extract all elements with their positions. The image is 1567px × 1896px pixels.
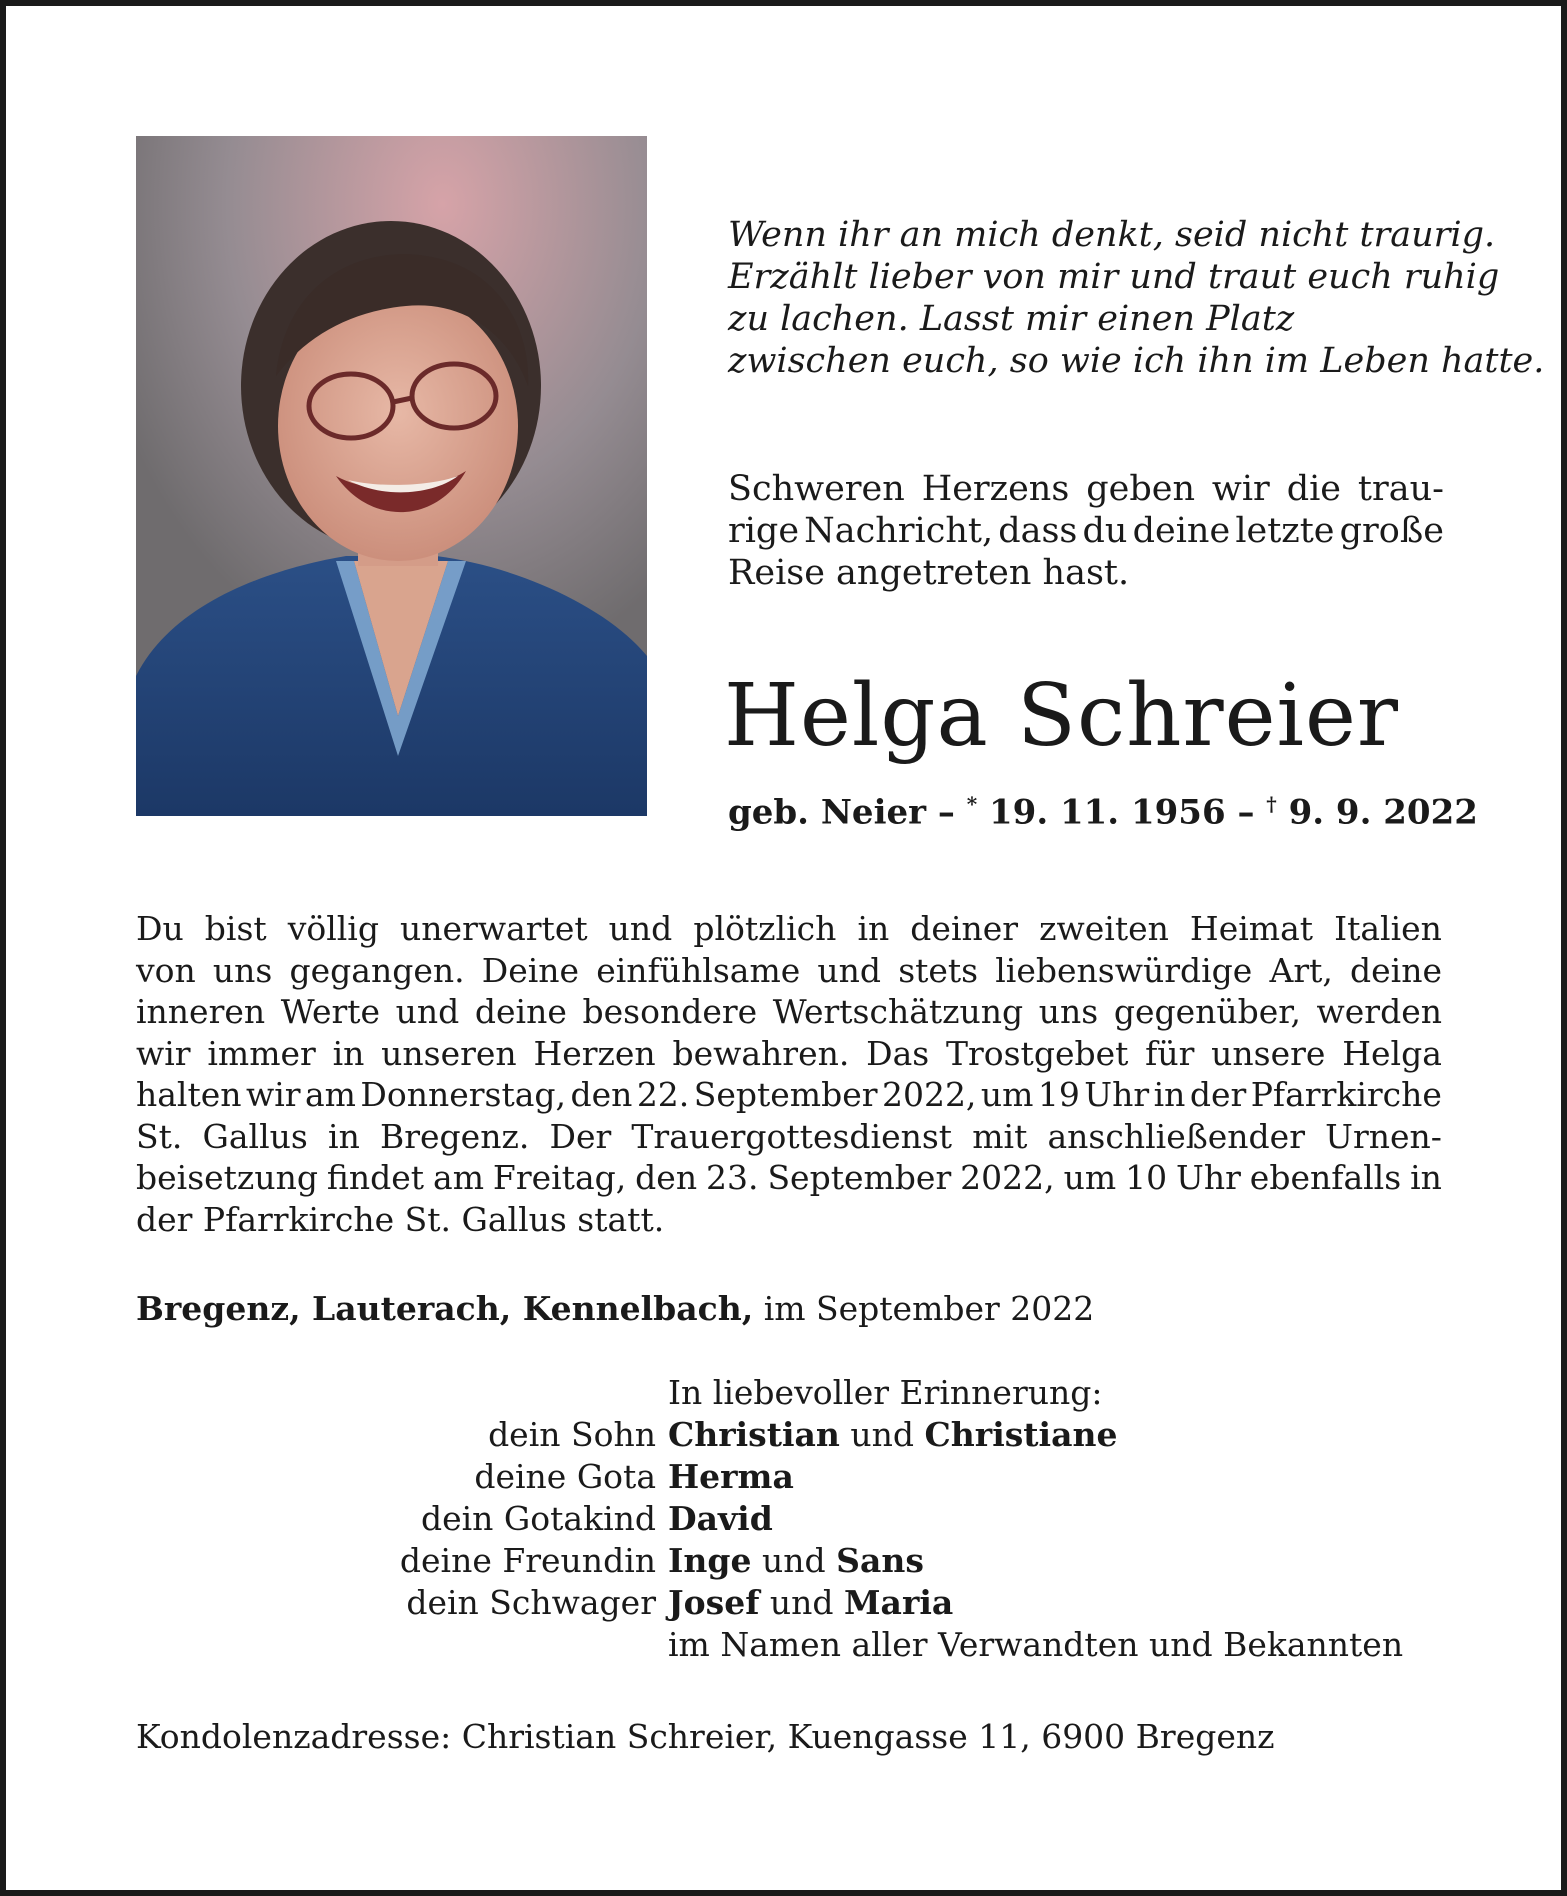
mourner-name: Maria	[844, 1583, 954, 1622]
mourner-row	[136, 1414, 1117, 1456]
notice-date: im September 2022	[753, 1289, 1095, 1328]
mourner-relation: dein Schwager	[406, 1583, 656, 1622]
mourners-list	[136, 1414, 1117, 1624]
mourner-joiner: und	[839, 1415, 925, 1454]
death-date: 9. 9. 2022	[1276, 792, 1478, 833]
condolence-address: Kondolenzadresse: Christian Schreier, Kuengasse 11, 6900 Bregenz	[136, 1717, 1275, 1756]
body-line: wir immer in unseren Herzen bewahren. Das Trostgebet für unsere Helga	[136, 1033, 1442, 1073]
body-line: halten wir am Donnerstag, den 22. September 2022, um 19 Uhr in der Pfarrkirche	[136, 1075, 1442, 1114]
intro-line: rige Nachricht, dass du deine letzte große	[728, 511, 1444, 551]
mourner-joiner: und	[759, 1583, 845, 1622]
mourner-row	[136, 1540, 1117, 1582]
mourner-relation: deine Freundin	[399, 1541, 656, 1580]
mourner-name: Sans	[836, 1541, 924, 1580]
birth-date: 19. 11. 1956 –	[977, 792, 1267, 833]
mourner-name: Christian	[668, 1415, 840, 1454]
birth-name: geb. Neier –	[728, 792, 967, 833]
portrait-illustration	[136, 136, 647, 816]
mourner-row	[136, 1582, 1117, 1624]
quote-line: zu lachen. Lasst mir einen Platz	[728, 299, 1295, 339]
body-line: St. Gallus in Bregenz. Der Trauergottesdienst mit anschließender Urnen-	[136, 1116, 1442, 1156]
intro-line: Reise angetreten hast.	[728, 553, 1130, 593]
mourner-joiner: und	[751, 1541, 837, 1580]
body-line: von uns gegangen. Deine einfühlsame und stets liebenswürdige Art, deine	[136, 950, 1442, 990]
closing-line: im Namen aller Verwandten und Bekannten	[668, 1625, 1404, 1664]
mourner-relation: dein Sohn	[488, 1415, 656, 1454]
mourner-name: Inge	[668, 1541, 752, 1580]
memorial-quote	[728, 214, 1545, 382]
announcement-intro	[728, 468, 1444, 594]
mourner-name: Herma	[668, 1457, 794, 1496]
body-line: beisetzung findet am Freitag, den 23. September 2022, um 10 Uhr ebenfalls in	[136, 1158, 1442, 1197]
quote-line: Erzählt lieber von mir und traut euch ruhig	[728, 257, 1500, 297]
mourner-name: Josef	[668, 1583, 760, 1622]
memory-heading: In liebevoller Erinnerung:	[668, 1373, 1103, 1412]
death-cross-icon: †	[1266, 792, 1277, 816]
mourner-row	[136, 1498, 1117, 1540]
mourner-name: David	[668, 1499, 773, 1538]
body-line: Du bist völlig unerwartet und plötzlich in deiner zweiten Heimat Italien	[136, 909, 1442, 948]
body-line: der Pfarrkirche St. Gallus statt.	[136, 1199, 665, 1239]
deceased-name: Helga Schreier	[724, 666, 1400, 766]
birth-star-icon: *	[966, 792, 978, 816]
life-dates	[728, 782, 1478, 834]
mourner-relation: dein Gotakind	[420, 1499, 656, 1538]
mourner-name: Christiane	[924, 1415, 1118, 1454]
quote-line: Wenn ihr an mich denkt, seid nicht traurig.	[728, 215, 1496, 255]
body-line: inneren Werte und deine besondere Wertschätzung uns gegenüber, werden	[136, 992, 1442, 1031]
portrait-photo	[136, 136, 647, 816]
place-and-date	[136, 1288, 1094, 1330]
mourner-row	[136, 1456, 1117, 1498]
obituary-body	[136, 908, 1442, 1240]
quote-line: zwischen euch, so wie ich ihn im Leben hatte.	[728, 341, 1545, 381]
mourner-relation: deine Gota	[474, 1457, 656, 1496]
intro-line: Schweren Herzens geben wir die trau-	[728, 469, 1444, 509]
towns: Bregenz, Lauterach, Kennelbach,	[136, 1289, 754, 1328]
